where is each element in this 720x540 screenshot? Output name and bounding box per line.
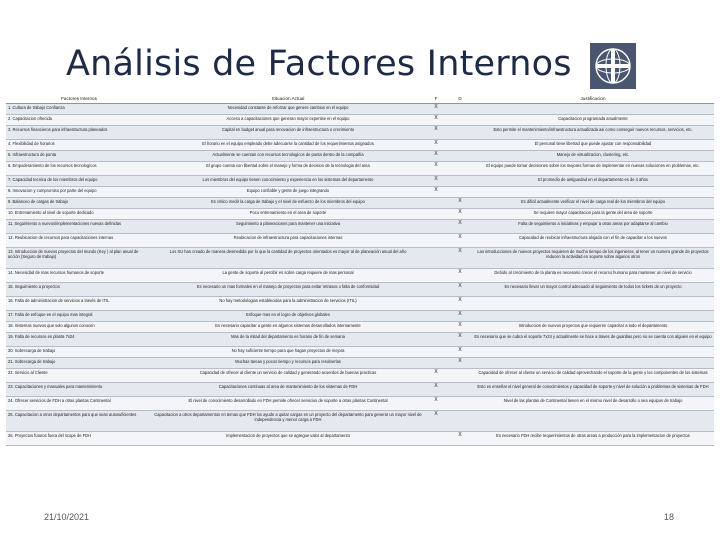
factor-cell: 4. Flexibilidad de horarios	[8, 141, 55, 146]
strength-mark	[424, 234, 448, 247]
strength-mark	[424, 269, 448, 282]
weakness-mark: X	[458, 333, 462, 339]
weakness-mark	[448, 162, 472, 175]
table-row	[6, 176, 714, 187]
situation-cell: El grupo cuenta con libertad sobre el manejo y forma de decision de la tecnologia del area	[206, 163, 370, 168]
situation-cell: Es necesario un mas formales en el manejo de proyectos para evitar retrasos o falta de conformidad	[196, 284, 380, 289]
weakness-mark	[448, 411, 472, 431]
strength-mark: X	[434, 397, 438, 403]
weakness-mark: X	[458, 347, 462, 353]
justification-cell: Es necesario FDH recibe requerimientos de otras areas a producción para la implementacion de proyectos	[496, 433, 690, 438]
factor-cell: 15. Seguimiento a proyectos	[8, 284, 60, 289]
table-row	[6, 115, 714, 126]
header-d: D	[458, 96, 462, 101]
justification-cell: Las introducciones de nuevos proyectos requieren de mucho tiempo de los ingenieros, al tener un numero grande de proyectos reducen la actividad en soporte sobre algunos otros	[477, 249, 709, 259]
strength-mark: X	[434, 176, 438, 182]
strength-mark	[424, 220, 448, 233]
situation-cell: Equipo confiable y gente de juego integrando	[246, 188, 330, 193]
strength-mark	[424, 358, 448, 368]
strength-mark	[424, 198, 448, 208]
table-row	[6, 311, 714, 322]
table-row	[6, 383, 714, 397]
weakness-mark: X	[458, 198, 462, 204]
table-row	[6, 151, 714, 162]
justification-cell	[472, 347, 714, 357]
justification-cell: Capacitacion programada anualmente	[558, 116, 628, 121]
justification-cell: Manejo de virtualizacion, clustering, etc.	[556, 152, 630, 157]
globe-cross-logo	[590, 43, 636, 89]
table-row	[6, 126, 714, 140]
strength-mark	[424, 311, 448, 321]
situation-cell: Acceso a capacitaciones que generan mayor expertise en el equipo	[226, 116, 350, 121]
weakness-mark	[448, 151, 472, 161]
factor-cell: 25. Capacitacion a otros departamentos para que sean autosuficientes	[8, 412, 137, 417]
strength-mark: X	[434, 104, 438, 110]
factor-cell: 12. Reubicacion de recursos para capacitaciones internas	[8, 235, 114, 240]
factor-cell: 1. Cultura de trabajo Confianza	[8, 105, 65, 110]
factor-cell: 3. Recursos financieros para infraestructura planeados	[8, 127, 108, 132]
strength-mark	[424, 333, 448, 346]
situation-cell: No hay suficiente tiempo para que hagan proyectos de mejora	[231, 348, 345, 353]
justification-cell: El equipo puede tomar decisiones sobre los mejores formas de implementar en nuevas soluciones en problemas, etc.	[486, 163, 700, 168]
factor-cell: 7. Capacidad tecnica de los miembros del equipo	[8, 177, 98, 182]
justification-cell	[472, 104, 714, 114]
table-row	[6, 347, 714, 358]
weakness-mark	[448, 176, 472, 186]
table-row	[6, 104, 714, 115]
situation-cell: Es necesario capacitar a gente en algunos sistemas desarrollados internamente	[215, 323, 361, 328]
internal-factors-table	[6, 94, 714, 446]
weakness-mark	[448, 115, 472, 125]
factor-cell: 21. Sobrecarga de trabajo	[8, 359, 56, 364]
weakness-mark: X	[458, 248, 462, 254]
strength-mark: X	[434, 140, 438, 146]
situation-cell: Reubicacion de infraestructura para capacitaciones internas	[233, 235, 343, 240]
factor-cell: 8. Innovacion y compromiso por parte del equipo	[8, 188, 97, 193]
factor-cell: 6. Empoderamiento de los recursos tecnologicos	[8, 163, 97, 168]
factor-cell: 10. Entrenamiento al nivel de soporte dedicado	[8, 210, 94, 215]
situation-cell: Muchas tareas y pocos tiempo y recursos para resolverlas	[235, 359, 341, 364]
justification-cell: Capacidad de reubicar infraestructura alojada con el fin de capacitar a los nuevos	[519, 235, 667, 240]
justification-cell: El promedio de antiguedad en el departamento es de 4 años	[538, 177, 648, 182]
factor-cell: 11. Seguimiento a nuevos/implementaciones nuevas definidas	[8, 221, 122, 226]
strength-mark: X	[434, 162, 438, 168]
table-row	[6, 248, 714, 269]
justification-cell	[472, 411, 714, 431]
table-row	[6, 369, 714, 383]
factor-cell: 23. Capacitaciones y manuales para mantenimiento	[8, 384, 103, 389]
situation-cell: No hay metodologias establecidas para la administracion de servicios (ITIL)	[219, 298, 357, 303]
table-row	[6, 322, 714, 333]
justification-cell: Esto es enseñar el nivel general de conocimientos y capacidad de soporte y nivel de solución a problemas de sistemas de FDH	[477, 384, 709, 389]
page-title: Análisis de Factores Internos	[66, 44, 572, 84]
situation-cell: La gente de soporte al percibir es sobre carga requiere de mas personal	[222, 270, 354, 275]
weakness-mark: X	[458, 358, 462, 364]
situation-cell: Necesidad constante de reforzar que genere cambios en el equipo	[227, 105, 349, 110]
situation-cell: Capacitaciones continuas al area de mantenimiento de los sistemas de FDH	[218, 384, 358, 389]
factor-cell: 17. Falta de enfoque en el equipo mas integral	[8, 312, 93, 317]
factor-cell: 24. Ofrecer servicios de FDH a otras plantas Continental	[8, 398, 111, 403]
table-row	[6, 397, 714, 411]
strength-mark	[424, 432, 448, 445]
weakness-mark	[448, 383, 472, 396]
table-header	[6, 94, 714, 104]
strength-mark: X	[434, 126, 438, 132]
weakness-mark	[448, 187, 472, 197]
justification-cell: Esto permite el mantenimiento/infraestructura actualizada asi como conseguir nuevos recursos, servicios, etc.	[493, 127, 693, 132]
situation-cell: Los miembros del equipo tienen conocimiento y experiencia en los sistemas del departamento	[202, 177, 374, 182]
justification-cell: Es dificil actualmente verificar el nivel de carga real de los miembros del equipo	[520, 199, 666, 204]
situation-cell: Es critico medir la carga de trabajo y el nivel de esfuerzo de los miembros del equipo	[211, 199, 365, 204]
header-situation: Situacion Actual	[271, 96, 305, 101]
table-row	[6, 333, 714, 347]
factor-cell: 19. Falta de recursos en planta 7x24	[8, 334, 75, 339]
situation-cell: Capacitacion a otros departamentos en temas que FDH los ayude a quitar cargas en un proyecto del departamento para generar un mayor nivel de independencia y menor carga a FDH	[154, 412, 422, 422]
table-row	[6, 220, 714, 234]
justification-cell: Es necesario llevar un mayor control adecuado al seguimiento de todos los tickets de un proyecto	[504, 284, 682, 289]
weakness-mark	[448, 140, 472, 150]
weakness-mark: X	[458, 432, 462, 438]
table-row	[6, 209, 714, 220]
justification-cell: Debido al crecimiento de la planta es necesario crecer el recurso humano para mantener un nivel de servicio	[494, 270, 692, 275]
factor-cell: 20. Sobrecarga de trabajo	[8, 348, 56, 353]
situation-cell: Implementacion de proyectos que se agregue valor al departamento	[226, 433, 350, 438]
header-f: F	[434, 96, 438, 101]
page-number: 18	[664, 512, 675, 522]
factor-cell: 13. Introduccion de nuevos proyectos del mundo (Key ) al plan anual de acción (Seguro de trabajo)	[8, 249, 139, 259]
table-row	[6, 140, 714, 151]
table-row	[6, 187, 714, 198]
factor-cell: 2. Capacitacion ofrecida	[8, 116, 52, 121]
factor-cell: 14. Necesidad de mas recursos humanos de soporte	[8, 270, 105, 275]
header-justification: Justificacion	[580, 96, 606, 101]
justification-cell: Introduccion de nuevos proyectos que requieren capacitar a todo el departamento	[518, 323, 668, 328]
strength-mark: X	[434, 187, 438, 193]
weakness-mark: X	[458, 234, 462, 240]
header-factor: Factores Internos	[61, 96, 97, 101]
justification-cell: Nivel de las plantas de Continental tienen en el mismo nivel de desarrollo o sea equipos de trabajo	[503, 398, 683, 403]
justification-cell: Falta de seguimiento a iniciativas y empujar a otras areas por adaptarse al cambio	[518, 221, 668, 226]
weakness-mark	[448, 126, 472, 139]
weakness-mark: X	[458, 283, 462, 289]
weakness-mark: X	[458, 322, 462, 328]
situation-cell: El nivel de conocimiento desarrollado en FDH permite ofrecer servicios de soporte a otras plantas Continental	[188, 398, 388, 403]
strength-mark	[424, 209, 448, 219]
strength-mark: X	[434, 411, 438, 417]
table-row	[6, 411, 714, 432]
situation-cell: Capital en budget anual para renovacion de infraestructura o crecimiento	[221, 127, 355, 132]
strength-mark	[424, 248, 448, 268]
weakness-mark: X	[458, 297, 462, 303]
table-row	[6, 432, 714, 446]
strength-mark	[424, 283, 448, 296]
justification-cell: Es necesario que se cubra el soporte 7x24 y actualmente se hace a traves de guardias pero no se cuenta con alguien en el equipo	[474, 334, 712, 339]
table-row	[6, 198, 714, 209]
situation-cell: Mas de la mitad del departamento es horario de fin de semana	[231, 334, 345, 339]
situation-cell: Actualmente se cuentan con recursos tecnologicos de punta dentro de la compañía	[212, 152, 364, 157]
justification-cell	[472, 187, 714, 197]
strength-mark: X	[434, 115, 438, 121]
weakness-mark	[448, 104, 472, 114]
strength-mark: X	[434, 151, 438, 157]
justification-cell	[472, 297, 714, 310]
situation-cell: Los SU han creado de manera desmedida por lo que la cantidad de proyectos orientados es mayor al de planeación anual del año	[169, 249, 407, 254]
weakness-mark: X	[458, 209, 462, 215]
situation-cell: Enfoque mas en el logro de objetivos globales	[246, 312, 330, 317]
weakness-mark: X	[458, 269, 462, 275]
weakness-mark: X	[458, 311, 462, 317]
factor-cell: 26. Proyectos futuros fuera del scope de FDH	[8, 433, 92, 438]
justification-cell: Se requiere mayor capacitacion para la gente del area de soporte	[533, 210, 653, 215]
strength-mark: X	[434, 369, 438, 375]
justification-cell	[472, 358, 714, 368]
weakness-mark	[448, 397, 472, 410]
justification-cell: Capacidad de ofrecer al cliente un servicio de calidad aprovechando el soporte de la gente y los componentes de los sistemas	[478, 370, 708, 375]
factor-cell: 18. Sistemas nuevos que solo algunos conocen	[8, 323, 95, 328]
factor-cell: 9. Balanceo de cargas de trabajo	[8, 199, 69, 204]
situation-cell: El horario en el equipo empleado debe adecuarse la cantidad de los requerimientos asignados	[202, 141, 374, 146]
factor-cell: 5. Infraestructura de punta	[8, 152, 57, 157]
situation-cell: Seguimiento a planeaciones para mantener una iniciativa	[235, 221, 340, 226]
weakness-mark	[448, 369, 472, 382]
strength-mark: X	[434, 383, 438, 389]
strength-mark	[424, 347, 448, 357]
table-row	[6, 162, 714, 176]
situation-cell: Poco entrenamiento en el area de soporte	[249, 210, 327, 215]
footer-date: 21/10/2021	[44, 512, 90, 522]
table-row	[6, 358, 714, 369]
situation-cell: Capacidad de ofrecer al cliente un servicio de calidad y generando acuerdos de buenas practicas	[199, 370, 377, 375]
table-row	[6, 234, 714, 248]
table-row	[6, 283, 714, 297]
justification-cell: El personal tiene libertad que puede ajustar con responsabilidad	[534, 141, 652, 146]
justification-cell	[472, 311, 714, 321]
weakness-mark: X	[458, 220, 462, 226]
table-row	[6, 269, 714, 283]
factor-cell: 22. Servicio al Cliente	[8, 370, 48, 375]
table-row	[6, 297, 714, 311]
strength-mark	[424, 322, 448, 332]
strength-mark	[424, 297, 448, 310]
factor-cell: 16. Falta de administracion de servicios a través de ITIL	[8, 298, 110, 303]
